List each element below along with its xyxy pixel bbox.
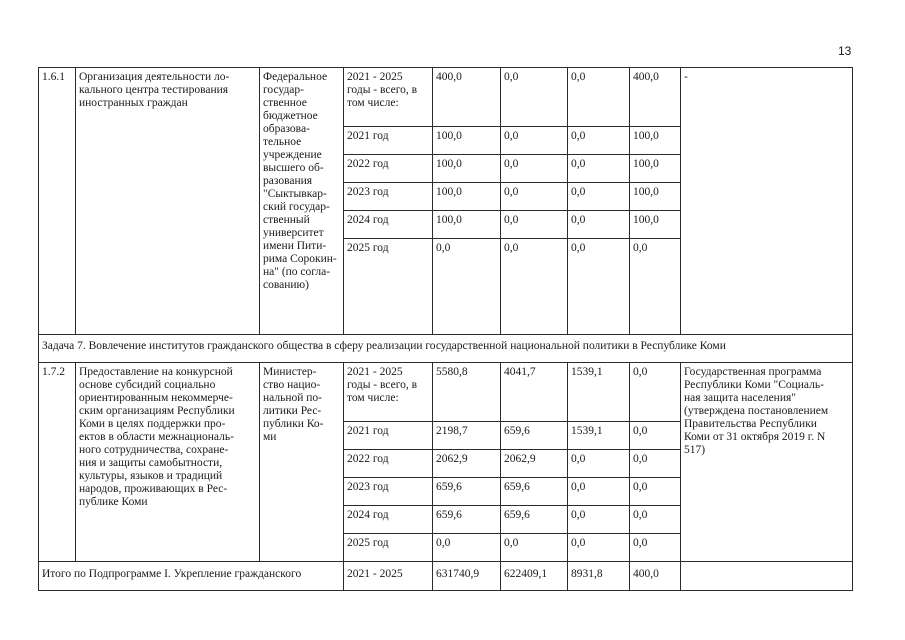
- value-cell: 1539,1: [568, 363, 630, 422]
- value-cell: 659,6: [433, 478, 501, 506]
- value-cell: 0,0: [630, 506, 681, 534]
- period-cell: 2021 - 2025 годы - всего, в том числе:: [344, 68, 433, 127]
- total-row: [39, 562, 853, 591]
- value-cell: 0,0: [568, 450, 630, 478]
- value-cell: 100,0: [630, 183, 681, 211]
- activity-number: 1.6.1: [39, 68, 76, 335]
- note-cell: [681, 562, 853, 591]
- value-cell: 0,0: [630, 422, 681, 450]
- value-cell: 0,0: [630, 478, 681, 506]
- value-cell: 400,0: [630, 68, 681, 127]
- value-cell: 8931,8: [568, 562, 630, 591]
- period-cell: 2024 год: [344, 506, 433, 534]
- value-cell: 400,0: [433, 68, 501, 127]
- period-cell: 2022 год: [344, 450, 433, 478]
- value-cell: 100,0: [630, 211, 681, 239]
- value-cell: 0,0: [630, 450, 681, 478]
- value-cell: 622409,1: [501, 562, 568, 591]
- activity-name: Предоставление на конкурсной основе субсидий социально ориентированным некоммерче- ским организациям Республики Коми в целях поддержки про- ектов в области межнациональ- ного сотрудничества, сохране- ния и защиты самобытности, культуры, языков и традиций народов, проживающих в Рес- публике Коми: [76, 363, 260, 562]
- executor: Министер- ство нацио- нальной по- литики Рес- публики Ко- ми: [260, 363, 344, 562]
- value-cell: 0,0: [501, 68, 568, 127]
- value-cell: 4041,7: [501, 363, 568, 422]
- value-cell: 631740,9: [433, 562, 501, 591]
- period-cell: 2023 год: [344, 478, 433, 506]
- value-cell: 100,0: [433, 127, 501, 155]
- value-cell: 0,0: [630, 239, 681, 335]
- period-cell: 2024 год: [344, 211, 433, 239]
- period-cell: 2021 - 2025 годы - всего, в том числе:: [344, 363, 433, 422]
- value-cell: 0,0: [501, 183, 568, 211]
- period-cell: 2021 - 2025: [344, 562, 433, 591]
- program-activities-table: [38, 67, 853, 591]
- table-row: [39, 363, 853, 422]
- value-cell: 1539,1: [568, 422, 630, 450]
- period-cell: 2021 год: [344, 127, 433, 155]
- value-cell: 0,0: [630, 534, 681, 562]
- note-cell: Государственная программа Республики Коми "Социаль- ная защита населения" (утверждена постановлением Правительства Республики Коми от 31 октября 2019 г. N 517): [681, 363, 853, 562]
- value-cell: 0,0: [568, 127, 630, 155]
- value-cell: 0,0: [568, 211, 630, 239]
- table-row: [39, 68, 853, 127]
- value-cell: 100,0: [433, 155, 501, 183]
- task-heading: Задача 7. Вовлечение институтов гражданского общества в сферу реализации государственной национальной политики в Республике Коми: [39, 335, 853, 363]
- value-cell: 0,0: [501, 211, 568, 239]
- value-cell: 5580,8: [433, 363, 501, 422]
- value-cell: 659,6: [433, 506, 501, 534]
- activity-name: Организация деятельности ло- кального центра тестирования иностранных граждан: [76, 68, 260, 335]
- value-cell: 100,0: [433, 183, 501, 211]
- value-cell: 100,0: [630, 155, 681, 183]
- value-cell: 0,0: [501, 127, 568, 155]
- value-cell: 2198,7: [433, 422, 501, 450]
- value-cell: 0,0: [568, 239, 630, 335]
- total-label: Итого по Подпрограмме I. Укрепление гражданского: [39, 562, 344, 591]
- value-cell: 0,0: [501, 155, 568, 183]
- executor: Федеральное государ- ственное бюджетное образова- тельное учреждение высшего об- разования "Сыктывкар- ский государ- ственный университет имени Пити- рима Сорокин- на" (по согла- сованию): [260, 68, 344, 335]
- value-cell: 659,6: [501, 478, 568, 506]
- value-cell: 659,6: [501, 422, 568, 450]
- value-cell: 0,0: [568, 478, 630, 506]
- period-cell: 2025 год: [344, 534, 433, 562]
- value-cell: 659,6: [501, 506, 568, 534]
- value-cell: 2062,9: [501, 450, 568, 478]
- value-cell: 0,0: [568, 155, 630, 183]
- value-cell: 0,0: [568, 183, 630, 211]
- value-cell: 100,0: [630, 127, 681, 155]
- activity-number: 1.7.2: [39, 363, 76, 562]
- period-cell: 2025 год: [344, 239, 433, 335]
- period-cell: 2022 год: [344, 155, 433, 183]
- period-cell: 2021 год: [344, 422, 433, 450]
- value-cell: 0,0: [433, 239, 501, 335]
- value-cell: 0,0: [568, 68, 630, 127]
- value-cell: 0,0: [433, 534, 501, 562]
- value-cell: 100,0: [433, 211, 501, 239]
- value-cell: 0,0: [630, 363, 681, 422]
- value-cell: 0,0: [568, 506, 630, 534]
- value-cell: 0,0: [501, 239, 568, 335]
- value-cell: 2062,9: [433, 450, 501, 478]
- value-cell: 400,0: [630, 562, 681, 591]
- period-cell: 2023 год: [344, 183, 433, 211]
- task-row: [39, 335, 853, 363]
- value-cell: 0,0: [568, 534, 630, 562]
- note-cell: -: [681, 68, 853, 335]
- page-number: 13: [838, 44, 852, 58]
- value-cell: 0,0: [501, 534, 568, 562]
